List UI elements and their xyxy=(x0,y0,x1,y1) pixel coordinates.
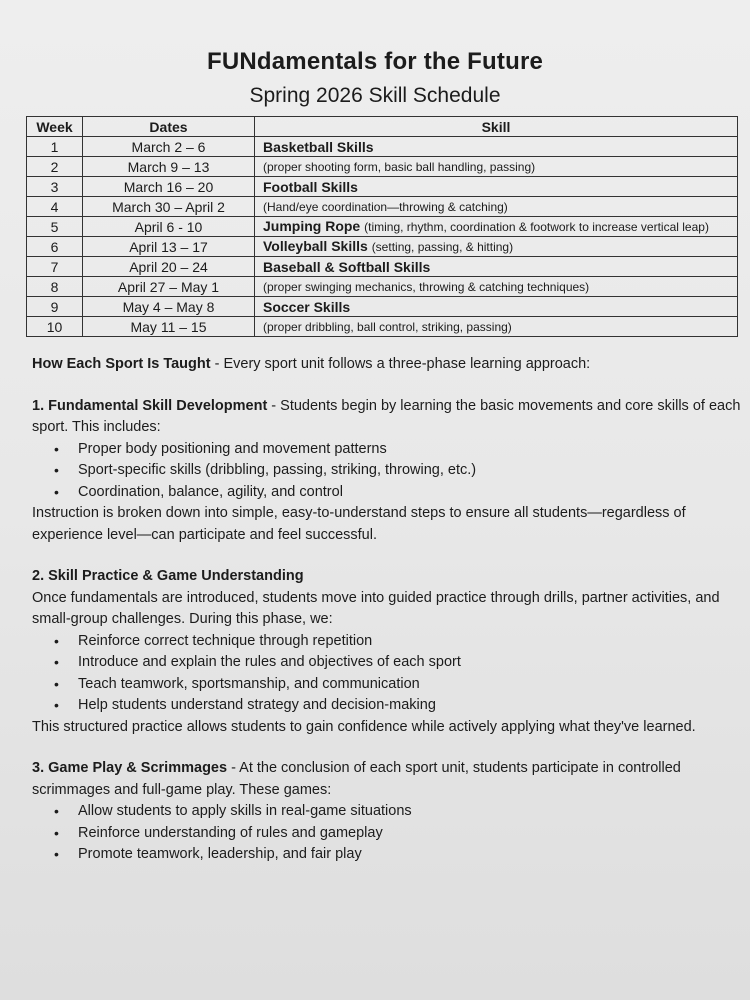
page-subtitle: Spring 2026 Skill Schedule xyxy=(249,84,501,107)
column-header-skill: Skill xyxy=(255,117,738,137)
table-row xyxy=(27,297,738,317)
skill-schedule-table xyxy=(26,116,738,337)
table-row xyxy=(27,137,738,157)
skill-cell xyxy=(255,217,738,237)
list-item: • Help students understand strategy and decision-making xyxy=(78,695,744,717)
week-cell: 5 xyxy=(27,217,83,237)
skill-cell xyxy=(255,137,738,157)
week-cell: 1 xyxy=(27,137,83,157)
skill-detail: (proper dribbling, ball control, striking, passing) xyxy=(255,317,738,337)
program-description xyxy=(32,354,744,866)
skill-detail: (proper swinging mechanics, throwing & catching techniques) xyxy=(255,277,738,297)
phase-1-list xyxy=(32,439,744,504)
dates-cell: May 4 – May 8 xyxy=(83,297,255,317)
phase-2-text: Once fundamentals are introduced, students move into guided practice through drills, partner activities, and small-group challenges. During this phase, we: xyxy=(32,589,720,627)
list-item: • Proper body positioning and movement patterns xyxy=(78,439,744,461)
week-cell: 3 xyxy=(27,177,83,197)
skill-name: Baseball & Softball Skills xyxy=(263,258,431,275)
phase-2-list xyxy=(32,631,744,717)
skill-name: Volleyball Skills xyxy=(263,238,368,254)
phase-1-closing: Instruction is broken down into simple, easy-to-understand steps to ensure all students—regardless of experience level—can participate and feel successful. xyxy=(32,505,686,543)
skill-name: Basketball Skills xyxy=(263,138,374,155)
column-header-dates: Dates xyxy=(83,117,255,137)
list-item: • Sport-specific skills (dribbling, passing, striking, throwing, etc.) xyxy=(78,460,744,482)
phase-1-paragraph xyxy=(32,396,744,439)
list-item: • Reinforce understanding of rules and gameplay xyxy=(78,823,744,845)
intro-heading: How Each Sport Is Taught xyxy=(32,356,211,372)
week-cell: 9 xyxy=(27,297,83,317)
week-cell: 6 xyxy=(27,237,83,257)
skill-cell xyxy=(255,237,738,257)
dates-cell: April 13 – 17 xyxy=(83,237,255,257)
table-row xyxy=(27,197,738,217)
week-cell: 4 xyxy=(27,197,83,217)
skill-cell xyxy=(255,257,738,277)
phase-2-heading: 2. Skill Practice & Game Understanding xyxy=(32,568,304,584)
list-item: • Coordination, balance, agility, and control xyxy=(78,482,744,504)
week-cell: 10 xyxy=(27,317,83,337)
table-header-row xyxy=(27,117,738,137)
table-row xyxy=(27,277,738,297)
dates-cell: April 27 – May 1 xyxy=(83,277,255,297)
dates-cell: March 2 – 6 xyxy=(83,137,255,157)
list-item: • Allow students to apply skills in real-game situations xyxy=(78,801,744,823)
skill-detail: (Hand/eye coordination—throwing & catching) xyxy=(255,197,738,217)
dates-cell: May 11 – 15 xyxy=(83,317,255,337)
list-item: • Reinforce correct technique through repetition xyxy=(78,631,744,653)
list-item: • Teach teamwork, sportsmanship, and communication xyxy=(78,674,744,696)
week-cell: 7 xyxy=(27,257,83,277)
table-row xyxy=(27,317,738,337)
skill-detail: (setting, passing, & hitting) xyxy=(371,240,514,254)
skill-detail: (timing, rhythm, coordination & footwork to increase vertical leap) xyxy=(364,220,709,234)
week-cell: 2 xyxy=(27,157,83,177)
skill-name: Jumping Rope xyxy=(263,218,361,234)
intro-text: - Every sport unit follows a three-phase learning approach: xyxy=(210,356,591,372)
skill-name: Football Skills xyxy=(263,178,358,195)
phase-3-list xyxy=(32,801,744,866)
skill-name: Soccer Skills xyxy=(263,298,351,315)
week-cell: 8 xyxy=(27,277,83,297)
dates-cell: April 20 – 24 xyxy=(83,257,255,277)
table-row xyxy=(27,217,738,237)
phase-1-text: - Students begin by learning the basic movements and core skills of each sport. This includes: xyxy=(32,397,741,435)
dates-cell: March 16 – 20 xyxy=(83,177,255,197)
dates-cell: March 30 – April 2 xyxy=(83,197,255,217)
table-row xyxy=(27,237,738,257)
skill-cell xyxy=(255,297,738,317)
column-header-week: Week xyxy=(27,117,83,137)
table-row xyxy=(27,157,738,177)
phase-1-heading: 1. Fundamental Skill Development xyxy=(32,397,268,414)
page-title: FUNdamentals for the Future xyxy=(206,48,544,75)
skill-detail: (proper shooting form, basic ball handling, passing) xyxy=(255,157,738,177)
list-item: • Promote teamwork, leadership, and fair play xyxy=(78,844,744,866)
phase-3-text: - At the conclusion of each sport unit, students participate in controlled scrimmages and full-game play. These games: xyxy=(32,760,681,798)
intro-paragraph xyxy=(32,354,744,376)
phase-3-paragraph xyxy=(32,758,744,801)
phase-2-closing: This structured practice allows students to gain confidence while actively applying what they've learned. xyxy=(32,718,696,735)
table-row xyxy=(27,177,738,197)
skill-cell xyxy=(255,177,738,197)
phase-3-heading: 3. Game Play & Scrimmages xyxy=(32,760,228,776)
list-item: • Introduce and explain the rules and objectives of each sport xyxy=(78,652,744,674)
dates-cell: March 9 – 13 xyxy=(83,157,255,177)
dates-cell: April 6 - 10 xyxy=(83,217,255,237)
table-row xyxy=(27,257,738,277)
